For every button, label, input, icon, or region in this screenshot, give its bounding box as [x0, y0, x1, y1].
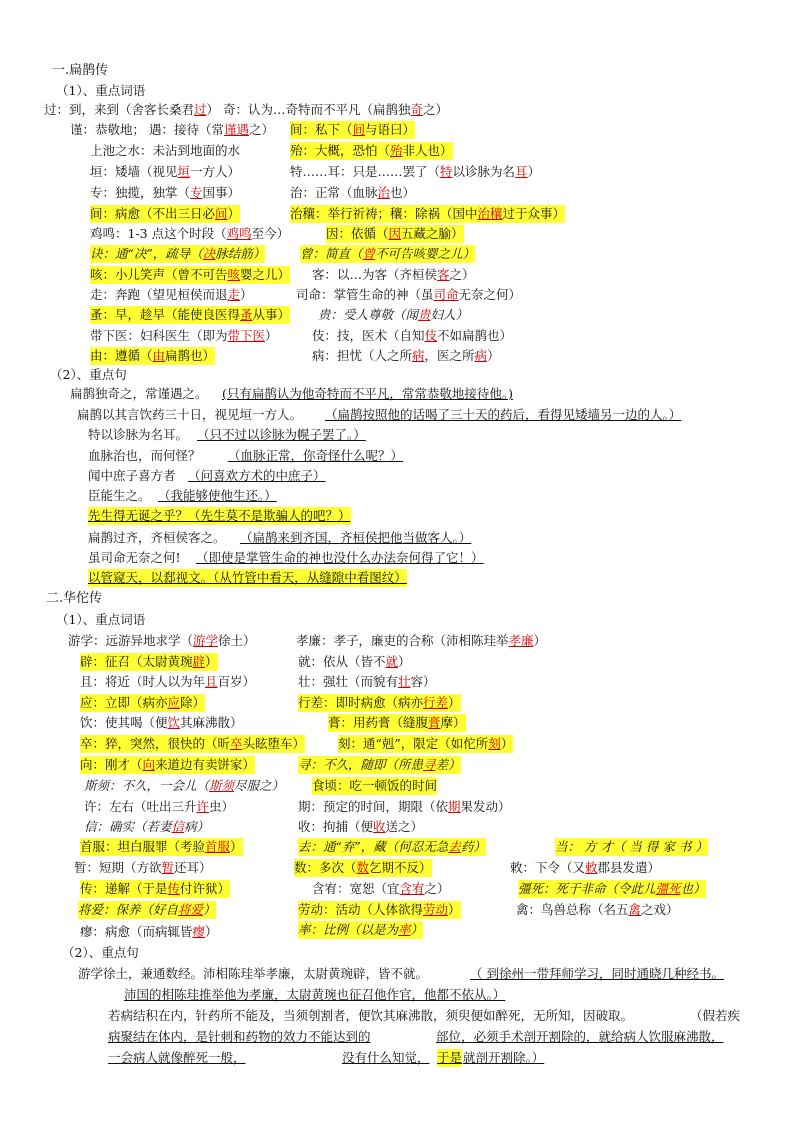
keyword-highlight: 向: [142, 757, 156, 772]
keyword-highlight: 瘳: [192, 924, 206, 939]
entry-text: 差）: [435, 757, 461, 772]
entry-text: 间：私下（: [290, 122, 353, 137]
entry-text: 来道边有卖饼家）: [155, 757, 256, 772]
entry-text: 付许狱）: [180, 881, 231, 896]
vocab-entry: [90, 225, 289, 243]
entry-text: 卒：猝，突然，很快的（昕: [80, 736, 231, 751]
section-title: 一.扁鹊传: [52, 63, 109, 78]
keyword-highlight: 刻: [488, 736, 501, 751]
entry-text: 游学：远游异地求学（: [68, 633, 194, 648]
entry-text: 就：依从（皆不: [298, 654, 386, 669]
keyword-highlight: 敕: [585, 860, 598, 875]
entry-text: 由：遵循（: [90, 348, 153, 363]
entry-text: 因：依循（: [326, 226, 389, 241]
entry-text: 许：左右（吐出三升: [84, 799, 197, 814]
entry-text: 瘳：病愈（而病辄皆: [80, 924, 193, 939]
entry-text: 咳：小儿笑声（曾不可告: [90, 267, 228, 282]
keyword-highlight: 期: [448, 799, 461, 814]
entry-text: 鸡鸣：1-3 点这个时段（: [90, 226, 227, 241]
entry-text: 以诊脉为名: [452, 164, 516, 179]
entry-text: 无奈之何）: [458, 287, 522, 302]
keyword-highlight: 鸡鸣: [226, 226, 252, 241]
keyword-highlight: 病: [474, 348, 488, 363]
entry-text: 孝廉：孝子，廉吏的合称（沛相陈珪举: [296, 633, 509, 648]
entry-text: 暂：短期（方欲: [74, 860, 162, 875]
sentence-translation: （血脉正常，你奇怪什么呢？）: [228, 448, 404, 463]
entry-text: 信：确实（若妻: [84, 819, 172, 834]
vocab-entry: [298, 653, 411, 671]
vocab-entry: [80, 923, 218, 941]
sentence-translation: （只不过以诊脉为幌子罢了。）: [197, 427, 366, 442]
entry-text: 斯须：不久，一会儿（: [84, 778, 210, 793]
entry-text: 徐土）: [218, 633, 256, 648]
entry-text: 将爱：保养（好自: [78, 902, 179, 917]
keyword-highlight: 游学: [193, 633, 219, 648]
vocab-heading: （1）、重点词语: [56, 83, 146, 98]
entry-text: 彊死：死于非命（令此儿: [518, 881, 656, 896]
vocab-entry: [318, 306, 468, 324]
entry-text: 非人也）: [402, 143, 453, 158]
keyword-highlight: 收: [373, 819, 386, 834]
entry-text: ）: [533, 633, 547, 648]
vocab-entry: [74, 859, 212, 877]
entry-text: 妇人）: [430, 307, 469, 322]
entry-text: 百岁）: [217, 674, 256, 689]
entry-text: 之）: [249, 122, 275, 137]
keyword-highlight: 壮: [398, 674, 411, 689]
keyword-highlight: 暂: [161, 860, 175, 875]
sentence-translation: (只有扁鹊认为他奇特而不平凡，常常恭敬地接待他。): [222, 386, 514, 401]
vocab-entry: [90, 245, 265, 263]
entry-text: 向：刚才（: [80, 757, 143, 772]
entry-text: 专：独揽，独掌（: [90, 185, 191, 200]
vocab-entry: [326, 225, 464, 243]
vocab-entry: [312, 777, 437, 795]
keyword-highlight: 数: [356, 860, 370, 875]
entry-text: 送之）: [385, 819, 424, 834]
entry-text: 劳动：活动（人体欲得: [298, 902, 424, 917]
key-sentence: 虽司命无奈之何!: [88, 550, 181, 565]
keyword-highlight: 且: [205, 674, 218, 689]
entry-text: 不可告咳婴之儿）: [375, 246, 476, 261]
keyword-highlight: 垣: [177, 164, 191, 179]
entry-text: ）: [203, 902, 216, 917]
entry-text: 壮：强壮（而貌有: [298, 674, 399, 689]
keyword-highlight: 耳: [515, 164, 528, 179]
entry-text: 也）: [680, 881, 706, 896]
vocab-entry: [90, 205, 240, 223]
vocab-entry: [84, 798, 234, 816]
vocab-entry: [298, 673, 436, 691]
vocab-entry: [68, 632, 256, 650]
entry-text: 期：预定的时间，期限（依: [298, 799, 449, 814]
vocab-entry: [80, 756, 255, 774]
vocab-entry: [80, 714, 243, 732]
entry-text: 过：到，来到（舍客长桑君: [44, 102, 195, 117]
keyword-highlight: 奇: [410, 102, 424, 117]
vocab-entry: [312, 347, 500, 365]
entry-text: 敕：下令（又: [510, 860, 586, 875]
key-sentence: 先生得无诞之乎？（先生莫不是欺骗人的吧？）: [88, 508, 351, 523]
entry-text: 还耳）: [174, 860, 212, 875]
sentence-translation: （问喜欢方术的中庶子）: [188, 468, 326, 483]
keyword-highlight: 走: [227, 287, 241, 302]
entry-text: 婴之儿）: [240, 267, 291, 282]
entry-text: 客：以…为客（齐桓侯: [312, 267, 438, 282]
key-sentence: 特以诊脉为名耳。: [88, 427, 189, 442]
sentence-translation: （扁鹊来到齐国，齐桓侯把他当做客人。）: [240, 530, 472, 545]
keyword-highlight: 特: [440, 164, 453, 179]
keyword-highlight: 病: [412, 348, 425, 363]
vocab-entry: [80, 735, 305, 753]
keyword-highlight: 含宥: [399, 881, 425, 896]
entry-text: ）: [500, 736, 514, 751]
entry-text: 且：将近（时人以为年: [80, 674, 206, 689]
keyword-highlight: 殆: [390, 143, 403, 158]
vocab-entry: [294, 859, 432, 877]
vocab-heading: （1）、重点词语: [56, 612, 146, 627]
keyword-highlight: 劳动: [423, 902, 449, 917]
entry-text: 应：立即（病亦: [80, 695, 168, 710]
vocab-entry: [510, 859, 660, 877]
vocab-entry: [290, 142, 453, 160]
key-sentence: 闻中庶子喜方者: [88, 468, 176, 483]
vocab-entry: [80, 673, 255, 691]
vocab-entry: [290, 163, 540, 181]
vocab-entry: [44, 101, 448, 119]
entry-text: 国事）: [202, 185, 241, 200]
entry-text: 谨：恭敬地； 遇：接待（常: [70, 122, 224, 137]
keyword-highlight: 带下医: [227, 328, 266, 343]
vocab-entry: [298, 838, 486, 856]
key-sentence: 若病结积在内，针药所不能及，当须刳割者，便饮其麻沸散，须臾便如醉死，无所知，因破取。: [108, 1008, 634, 1023]
entry-text: 蚤：早，趁早（能使良医得: [90, 307, 241, 322]
keyword-highlight: 蚤: [240, 307, 253, 322]
keyword-highlight: 行差: [423, 695, 449, 710]
keyword-highlight: 曾: [362, 246, 376, 261]
keyword-highlight: 由: [152, 348, 166, 363]
vocab-entry: [518, 880, 706, 898]
entry-text: 特……耳：只是……罢了（: [290, 164, 441, 179]
keyword-highlight: 去: [448, 839, 461, 854]
vocab-entry: [290, 205, 565, 223]
entry-text: 首服：坦白服罪（考验: [80, 839, 206, 854]
entry-text: 诀：通“决”，疏导（: [90, 246, 203, 261]
vocab-entry: [80, 694, 205, 712]
entry-text: 摩）: [440, 715, 466, 730]
vocab-entry: [516, 901, 679, 919]
entry-text: 贵：受人尊敬（闻: [318, 307, 419, 322]
keyword-highlight: 膏: [428, 715, 441, 730]
entry-text: 一方人）: [190, 164, 241, 179]
entry-text: 收：拘捕（便: [298, 819, 374, 834]
vocab-entry: [84, 818, 209, 836]
entry-text: 行差：即时病愈（病亦: [298, 695, 424, 710]
entry-text: 之戏）: [641, 902, 679, 917]
sentence-translation: 部位，必须手术剖开割除的，就给病人饮服麻沸散，: [436, 1029, 724, 1044]
key-sentence: 血脉治也，而何怪？: [88, 448, 201, 463]
vocab-entry: [290, 121, 415, 139]
sentence-translation: （即使是掌管生命的神也没什么办法奈何得了它！）: [196, 550, 484, 565]
keyword-highlight: 决: [202, 246, 216, 261]
entry-text: ）: [227, 206, 241, 221]
keyword-highlight: 治穰: [477, 206, 503, 221]
entry-text: 头眩堕车）: [242, 736, 306, 751]
sentence-translation: 一会病人就像醉死一般，: [108, 1050, 246, 1065]
sentence-translation: 就剖开割除。）: [463, 1050, 545, 1065]
entry-text: 伎：技，医术（自知: [312, 328, 425, 343]
keyword-highlight: 率: [398, 922, 411, 937]
keyword-highlight: 伎: [424, 328, 438, 343]
entry-text: ）: [487, 348, 500, 363]
entry-text: 治：正常（血脉: [290, 185, 378, 200]
keyword-highlight: 许: [196, 799, 210, 814]
vocab-entry: [290, 184, 415, 202]
keyword-highlight: 司命: [433, 287, 459, 302]
entry-text: 含宥：宽恕（宜: [312, 881, 400, 896]
entry-text: 食顷：吃一顿饭的时间: [312, 778, 438, 793]
keyword-highlight: 彊死: [655, 881, 681, 896]
entry-text: ）: [205, 924, 218, 939]
entry-text: 至今）: [251, 226, 290, 241]
key-sentence: 扁鹊过齐，齐桓侯客之。: [88, 530, 226, 545]
vocab-entry: [312, 327, 512, 345]
keyword-highlight: 过: [194, 102, 207, 117]
entry-text: 从事）: [252, 307, 291, 322]
sentence-heading: （2）、重点句: [50, 367, 127, 382]
keyword-highlight: 斯须: [209, 778, 235, 793]
keyword-highlight: 咳: [227, 267, 241, 282]
entry-text: 当： 方 才（ 当 得 家 书 ）: [555, 839, 708, 854]
vocab-entry: [80, 838, 243, 856]
sentence-translation: 沛国的相陈珪推举他为孝廉，太尉黄琬也征召他作官，他都不依从。）: [124, 987, 506, 1002]
entry-text: 扁鹊也）: [165, 348, 216, 363]
keyword-highlight: 首服: [205, 839, 231, 854]
keyword-highlight: 贵: [418, 307, 431, 322]
entry-text: 垣：矮墙（视见: [90, 164, 178, 179]
sentence-translation: （ 到徐州一带拜师学习，同时通晓几种经书。: [470, 966, 724, 981]
key-sentence: 以管窥天，以郄视文。（从竹管中看天，从缝隙中看图纹）: [88, 570, 407, 585]
vocab-entry: [296, 286, 521, 304]
vocab-entry: [338, 735, 513, 753]
vocab-entry: [298, 818, 423, 836]
entry-text: 其麻沸散）: [180, 715, 243, 730]
entry-text: 药）: [460, 839, 486, 854]
vocab-entry: [90, 347, 215, 365]
entry-text: ，医之所: [424, 348, 475, 363]
vocab-entry: [555, 838, 708, 856]
vocab-entry: [70, 121, 274, 139]
sentence-translation: （假若疾: [690, 1008, 741, 1023]
entry-text: 病）: [184, 819, 210, 834]
sentence-translation: 病聚结在体内，是针刺和药物的效力不能达到的: [108, 1029, 371, 1044]
entry-text: 也）: [390, 185, 416, 200]
entry-text: 数：多次（: [294, 860, 357, 875]
keyword-highlight: 间: [215, 206, 228, 221]
key-sentence: 扁鹊以其言饮药三十日，视见垣一方人。: [77, 407, 303, 422]
entry-text: 走：奔跑（望见桓侯而退: [90, 287, 228, 302]
entry-text: 不如扁鹊也）: [437, 328, 513, 343]
entry-text: 传：递解（于是: [80, 881, 168, 896]
vocab-entry: [90, 286, 253, 304]
vocab-entry: [296, 632, 546, 650]
keyword-highlight: 信: [171, 819, 185, 834]
keyword-highlight: 应: [167, 695, 181, 710]
vocab-entry: [90, 184, 240, 202]
key-sentence: 臣能生之。: [88, 488, 151, 503]
sentence-translation: 没有什么知觉，: [342, 1050, 430, 1065]
keyword-highlight: 谨遇: [223, 122, 249, 137]
entry-text: 治穰：举行祈祷；穰：除祸（国中: [290, 206, 478, 221]
entry-text: ）: [398, 654, 411, 669]
entry-text: 脉结筋）: [215, 246, 266, 261]
entry-text: 司命：掌管生命的神（虽: [296, 287, 434, 302]
vocab-entry: [80, 880, 230, 898]
keyword-highlight: 将爱: [178, 902, 204, 917]
vocab-entry: [298, 798, 511, 816]
keyword-highlight: 传: [167, 881, 181, 896]
entry-text: 殆：大概，恐怕（: [290, 143, 391, 158]
vocab-entry: [312, 880, 450, 898]
entry-text: 带下医：妇科医生（即为: [90, 328, 228, 343]
vocab-entry: [300, 245, 475, 263]
keyword-highlight: 治: [377, 185, 391, 200]
vocab-entry: [80, 653, 218, 671]
entry-text: 之）: [424, 881, 450, 896]
vocab-entry: [90, 163, 240, 181]
entry-text: 间：病愈（不出三日必: [90, 206, 216, 221]
entry-text: 辟：征召（太尉黄琬: [80, 654, 193, 669]
entry-text: 乞期不反）: [369, 860, 432, 875]
sentence-translation: （扁鹊按照他的话喝了三十天的药后，看得见矮墙另一边的人。）: [325, 407, 682, 422]
vocab-entry: [90, 266, 290, 284]
keyword-highlight: 间: [352, 122, 366, 137]
sentence-translation: （我能够使他生还。）: [158, 488, 277, 503]
entry-text: ） 奇：认为…奇特而不平凡（扁鹊独: [206, 102, 411, 117]
vocab-entry: [328, 714, 466, 732]
key-sentence: 游学徐土，兼通数经。沛相陈珪举孝廉，太尉黄琬辟，皆不就。: [78, 966, 429, 981]
entry-text: 禽：鸟兽总称（名五: [516, 902, 629, 917]
vocab-entry: [312, 266, 475, 284]
entry-text: 之）: [423, 102, 449, 117]
entry-text: 郡县发遣）: [597, 860, 661, 875]
keyword-highlight: 辟: [192, 654, 206, 669]
entry-text: 容）: [410, 674, 436, 689]
vocab-entry: [90, 327, 278, 345]
entry-text: ）: [448, 695, 461, 710]
entry-text: 虫）: [209, 799, 235, 814]
keyword-highlight: 卒: [230, 736, 243, 751]
vocab-entry: [90, 306, 290, 324]
entry-text: 率：比例（以是为: [298, 922, 399, 937]
keyword-highlight: 客: [437, 267, 450, 282]
entry-text: 饮：使其喝（便: [80, 715, 168, 730]
keyword-highlight: 饮: [167, 715, 181, 730]
keyword-highlight: 因: [388, 226, 402, 241]
sentence-heading: （2）、重点句: [62, 945, 139, 960]
entry-text: 去：通“弃”，藏（何忍无急: [298, 839, 449, 854]
entry-text: ）: [205, 654, 218, 669]
keyword-highlight: 就: [385, 654, 399, 669]
vocab-entry: [298, 756, 461, 774]
keyword-highlight: 专: [190, 185, 203, 200]
vocab-entry: [78, 901, 216, 919]
entry-text: 与语曰）: [365, 122, 416, 137]
vocab-entry: [90, 142, 240, 160]
entry-text: 之）: [449, 267, 475, 282]
vocab-entry: [298, 921, 423, 939]
entry-text: ）: [410, 922, 424, 937]
key-sentence: 扁鹊独奇之，常谨遇之。: [70, 386, 208, 401]
entry-text: ）: [265, 328, 278, 343]
vocab-entry: [298, 901, 461, 919]
keyword-highlight: 寻: [423, 757, 436, 772]
entry-text: 寻：不久，随即（所患: [298, 757, 424, 772]
vocab-entry: [298, 694, 461, 712]
section-title: 二.华佗传: [46, 591, 103, 606]
entry-text: 刻：通“剋”，限定（如佗所: [338, 736, 489, 751]
entry-text: ）: [527, 164, 541, 179]
entry-text: 曾：简直（: [300, 246, 363, 261]
entry-text: 膏：用药膏（缝腹: [328, 715, 429, 730]
keyword-highlight: 禽: [628, 902, 642, 917]
sentence-translation: 于是: [437, 1050, 463, 1065]
vocab-entry: [84, 777, 284, 795]
entry-text: 果发动）: [460, 799, 511, 814]
keyword-highlight: 孝廉: [508, 633, 534, 648]
entry-text: 上池之水：未沾到地面的水: [90, 143, 241, 158]
entry-text: ）: [240, 287, 253, 302]
entry-text: ）: [448, 902, 461, 917]
entry-text: 病：担忧（人之所: [312, 348, 413, 363]
entry-text: 五藏之腧）: [401, 226, 464, 241]
entry-text: 除）: [180, 695, 206, 710]
entry-text: 尽服之）: [234, 778, 285, 793]
entry-text: ）: [230, 839, 243, 854]
entry-text: 过于众事）: [502, 206, 566, 221]
